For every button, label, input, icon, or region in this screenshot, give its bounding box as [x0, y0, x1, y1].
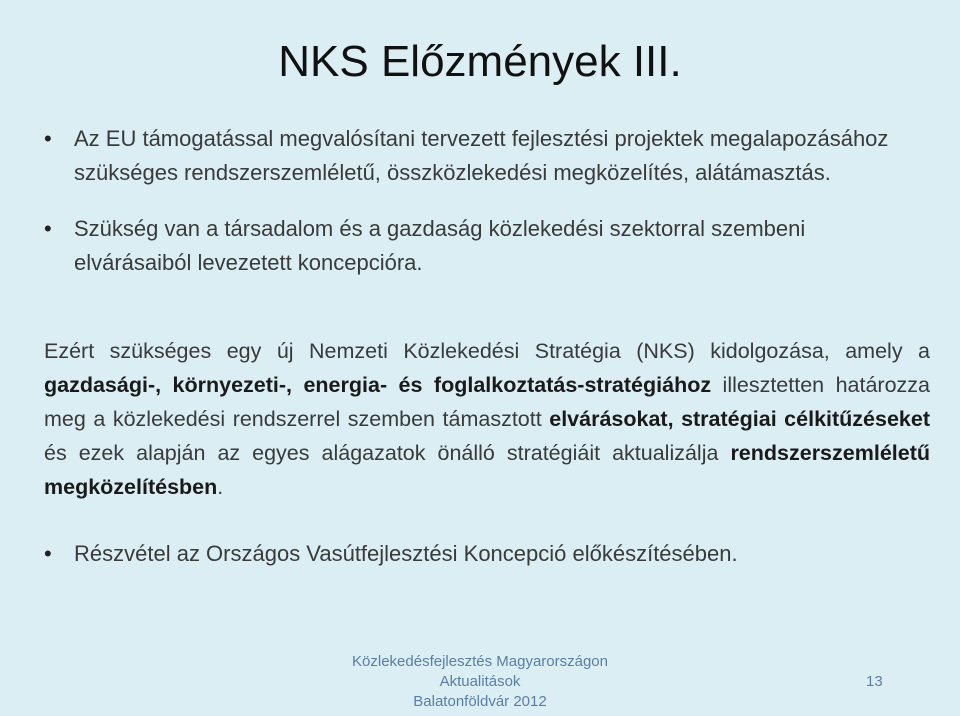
paragraph-bold-text: gazdasági-, környezeti-, energia- és foglalkoztatás-stratégiához	[44, 373, 712, 397]
slide-footer	[0, 652, 960, 712]
bullet-dot-icon: •	[44, 541, 52, 566]
paragraph-bold-text: rendszerszemléletű megközelítésben	[44, 441, 930, 499]
bullet-text: Részvétel az Országos Vasútfejlesztési Koncepció előkészítésében.	[74, 541, 738, 566]
bullet-dot-icon: •	[44, 216, 52, 241]
bullet-text: Az EU támogatással megvalósítani tervezett fejlesztési projektek megalapozásához szükséges rendszerszemléletű, összközlekedési megközelítés, alátámasztás.	[74, 126, 889, 185]
bullet-dot-icon: •	[44, 126, 52, 151]
bullet-item-last	[44, 537, 924, 571]
paragraph-text: és ezek alapján az egyes alágazatok önálló stratégiáit aktualizálja	[44, 441, 731, 465]
paragraph-text: Ezért szükséges egy új Nemzeti Közlekedési Stratégia (NKS) kidolgozása, amely a	[44, 339, 930, 363]
bullet-list	[44, 122, 924, 280]
bullet-text: Szükség van a társadalom és a gazdaság közlekedési szektorral szembeni elvárásaiból levezetett koncepcióra.	[74, 216, 806, 275]
paragraph-text: .	[217, 475, 224, 499]
bullet-item	[44, 122, 924, 190]
bullet-item	[44, 212, 924, 280]
footer-line-place: Balatonföldvár 2012	[413, 693, 547, 710]
paragraph-text: illesztetten határozza meg a közlekedési rendszerrel szemben támasztott	[44, 373, 930, 431]
footer-line-topic: Aktualitások	[439, 673, 521, 690]
slide-title: NKS Előzmények III.	[278, 37, 682, 86]
footer-line-event: Közlekedésfejlesztés Magyarországon	[352, 653, 608, 670]
page-number: 13	[866, 673, 883, 690]
body-paragraph	[44, 334, 930, 504]
paragraph-bold-text: elvárásokat, stratégiai célkitűzéseket	[549, 407, 930, 431]
